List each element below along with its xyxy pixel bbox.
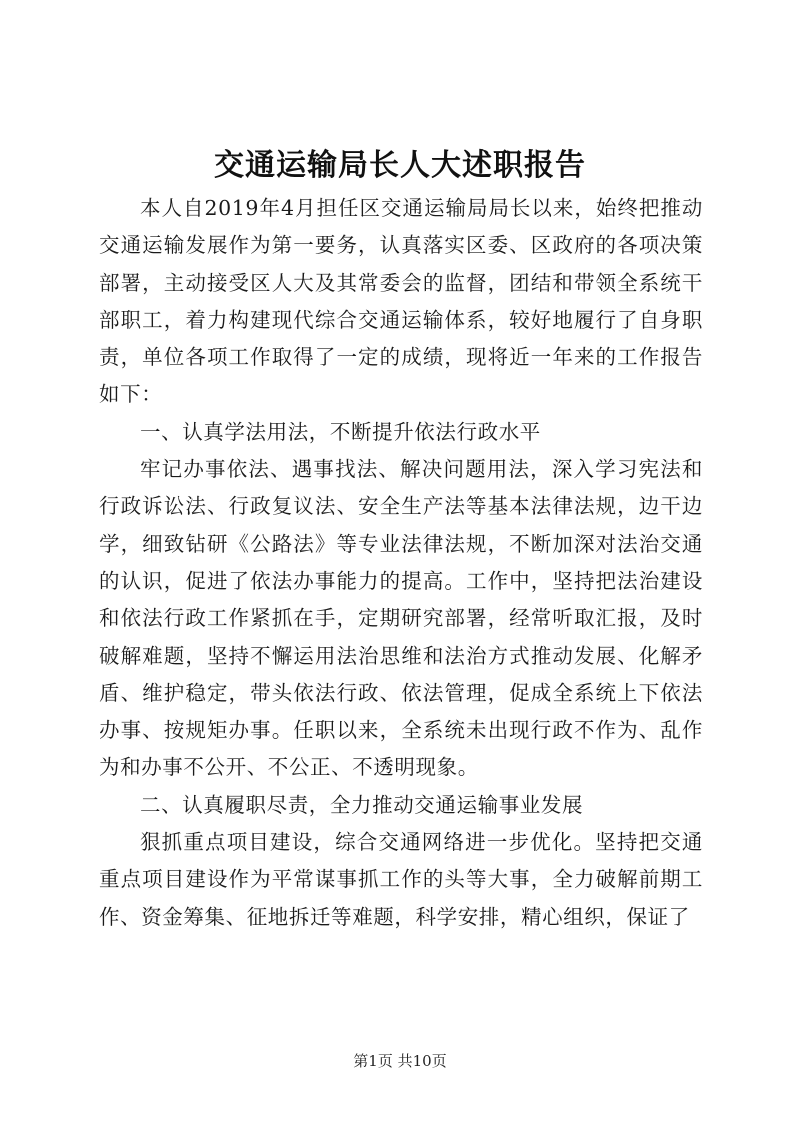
- section-heading-2: 二、认真履职尽责，全力推动交通运输事业发展: [140, 792, 584, 817]
- paragraph-section-2: 狠抓重点项目建设，综合交通网络进一步优化。坚持把交通重点项目建设作为平常谋事抓工作的头等大事，全力破解前期工作、资金筹集、征地拆迁等难题，科学安排，精心组织，保证了: [99, 830, 703, 929]
- section-heading-1: 一、认真学法用法，不断提升依法行政水平: [140, 419, 541, 444]
- document-body: [99, 190, 703, 936]
- document-title: 交通运输局长人大述职报告: [214, 148, 586, 183]
- paragraph-section-1: 牢记办事依法、遇事找法、解决问题用法，深入学习宪法和行政诉讼法、行政复议法、安全生产法等基本法律法规，边干边学，细致钻研《公路法》等专业法律法规，不断加深对法治交通的认识，促进了依法办事能力的提高。工作中，坚持把法治建设和依法行政工作紧抓在手，定期研究部署，经常听取汇报，及时破解难题，坚持不懈运用法治思维和法治方式推动发展、化解矛盾、维护稳定，带头依法行政、依法管理，促成全系统上下依法办事、按规矩办事。任职以来，全系统未出现行政不作为、乱作为和办事不公开、不公正、不透明现象。: [99, 457, 703, 780]
- page-footer: 第1页 共10页: [353, 1052, 447, 1070]
- paragraph-intro: 本人自2019年4月担任区交通运输局局长以来，始终把推动交通运输发展作为第一要务，认真落实区委、区政府的各项决策部署，主动接受区人大及其常委会的监督，团结和带领全系统干部职工，着力构建现代综合交通运输体系，较好地履行了自身职责，单位各项工作取得了一定的成绩，现将近一年来的工作报告如下：: [99, 196, 703, 407]
